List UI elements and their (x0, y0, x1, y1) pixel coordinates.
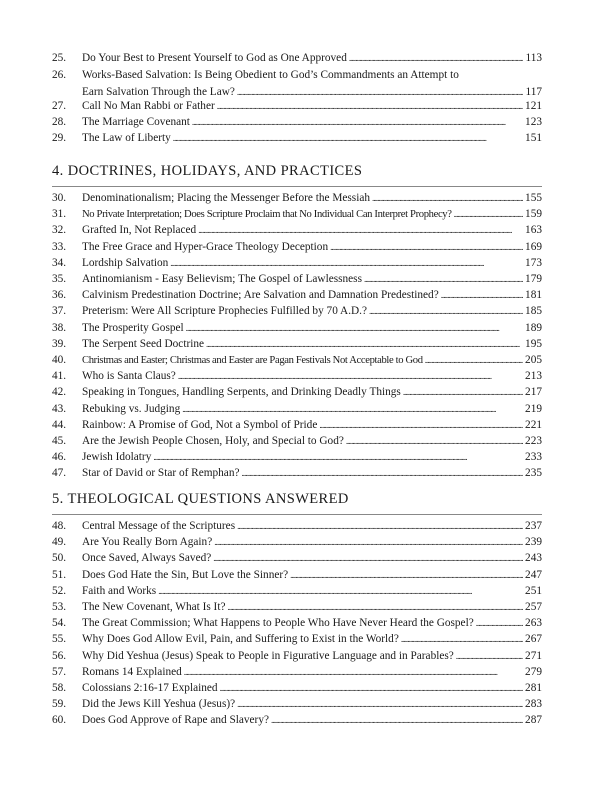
entry-title: Does God Hate the Sin, But Love the Sinner? (82, 568, 289, 581)
entry-page: 233 (525, 451, 542, 464)
entry-title: The Great Commission; What Happens to People Who Have Never Heard the Gospel? (82, 617, 474, 630)
entry-title: Lordship Salvation (82, 256, 169, 269)
entry-title: Central Message of the Scriptures (82, 520, 236, 532)
toc-entry (52, 114, 542, 130)
entry-page: 283 (525, 698, 542, 711)
entry-page: 169 (525, 240, 542, 253)
entry-title: Did the Jews Kill Yeshua (Jesus)? (82, 698, 236, 711)
entry-page: 219 (525, 402, 542, 415)
toc-entry (52, 712, 542, 728)
entry-title: The Prosperity Gospel (82, 321, 184, 334)
entry-title: Who is Santa Claus? (82, 370, 176, 383)
entry-number: 54. (52, 617, 67, 630)
entry-page: 287 (525, 714, 542, 727)
toc-entry (52, 465, 542, 481)
toc-entry (52, 401, 542, 417)
entry-title: The Free Grace and Hyper-Grace Theology Deception (82, 240, 329, 253)
toc-entry (52, 648, 542, 664)
toc-entry (52, 680, 542, 696)
entry-page: 113 (525, 52, 542, 64)
section-heading: 4. DOCTRINES, HOLIDAYS, AND PRACTICES (52, 163, 363, 179)
entry-number: 58. (52, 682, 67, 694)
toc-entry (52, 384, 542, 400)
entry-number: 53. (52, 601, 67, 613)
toc-entry (52, 206, 542, 222)
entry-page: 267 (525, 633, 542, 646)
entry-title: Does God Approve of Rape and Slavery? (82, 714, 269, 727)
toc-entry (52, 222, 542, 238)
toc-entry (52, 190, 542, 206)
entry-number: 29. (52, 132, 67, 144)
entry-number: 55. (52, 633, 67, 646)
entry-title: The Law of Liberty (82, 132, 171, 144)
entry-title: Once Saved, Always Saved? (82, 552, 212, 565)
entry-page: 281 (525, 682, 542, 694)
entry-number: 50. (52, 552, 67, 565)
entry-page: 239 (525, 536, 542, 549)
entry-number: 26. (52, 69, 67, 81)
entry-number: 38. (52, 321, 67, 334)
entry-number: 31. (52, 208, 67, 221)
entry-number: 25. (52, 52, 67, 64)
entry-number: 36. (52, 289, 67, 302)
entry-title: Why Did Yeshua (Jesus) Speak to People in Figurative Language and in Parables? (82, 649, 454, 662)
entry-page: 251 (525, 584, 542, 597)
toc-entry (52, 583, 542, 599)
entry-page: 271 (525, 649, 542, 662)
entry-title: Star of David or Star of Remphan? (82, 467, 240, 480)
entry-page: 247 (525, 568, 542, 581)
toc-entry (52, 352, 542, 368)
toc-entry (52, 67, 542, 101)
entry-number: 42. (52, 386, 67, 399)
entry-page: 151 (525, 132, 542, 144)
toc-entry (52, 550, 542, 566)
entry-page: 279 (525, 665, 542, 678)
entry-title: Grafted In, Not Replaced (82, 224, 197, 237)
entry-title: Speaking in Tongues, Handling Serpents, and Drinking Deadly Things (82, 386, 401, 399)
entry-title-line1: Works-Based Salvation: Is Being Obedient to God’s Commandments an Attempt to (82, 69, 459, 81)
entry-title: Jewish Idolatry (82, 451, 152, 464)
entry-page: 181 (525, 289, 542, 302)
entry-number: 41. (52, 370, 67, 383)
toc-entry (52, 239, 542, 255)
entry-number: 56. (52, 649, 67, 662)
entry-number: 45. (52, 435, 67, 447)
entry-number: 52. (52, 584, 67, 597)
entry-title: The Serpent Seed Doctrine (82, 337, 205, 350)
entry-title: Calvinism Predestination Doctrine; Are Salvation and Damnation Predestined? (82, 289, 439, 302)
entry-number: 59. (52, 698, 67, 711)
entry-page: 185 (525, 305, 542, 318)
entry-page: 159 (525, 208, 542, 221)
entry-page: 257 (525, 601, 542, 613)
toc-entry (52, 336, 542, 352)
entry-number: 37. (52, 305, 67, 318)
entry-page: 179 (525, 273, 542, 285)
toc-entry (52, 287, 542, 303)
entry-number: 40. (52, 354, 67, 366)
entry-page: 221 (525, 418, 542, 431)
entry-page: 189 (525, 321, 542, 334)
entry-number: 28. (52, 116, 67, 128)
toc-entry (52, 271, 542, 287)
entry-page: 121 (525, 100, 542, 112)
entry-page: 263 (525, 617, 542, 630)
toc-entry (52, 130, 542, 146)
toc-entry (52, 433, 542, 449)
toc-entry (52, 320, 542, 336)
entry-number: 60. (52, 714, 67, 727)
entry-number: 48. (52, 520, 67, 532)
toc-entry (52, 518, 542, 534)
entry-number: 27. (52, 100, 67, 112)
toc-entry (52, 50, 542, 66)
entry-number: 32. (52, 224, 67, 237)
entry-number: 51. (52, 568, 67, 581)
entry-title: Rainbow: A Promise of God, Not a Symbol of Pride (82, 418, 318, 431)
entry-number: 44. (52, 418, 67, 431)
toc-entry (52, 631, 542, 647)
entry-title: No Private Interpretation; Does Scripture Proclaim that No Individual Can Interpret Prophecy? (82, 209, 452, 221)
toc-entry (52, 534, 542, 550)
entry-number: 34. (52, 256, 67, 269)
entry-number: 35. (52, 273, 67, 285)
entry-title: Denominationalism; Placing the Messenger Before the Messiah (82, 192, 371, 204)
entry-title: Earn Salvation Through the Law? (82, 86, 235, 98)
entry-title: Why Does God Allow Evil, Pain, and Suffering to Exist in the World? (82, 633, 399, 646)
entry-page: 237 (525, 520, 542, 532)
entry-page: 235 (525, 467, 542, 480)
entry-number: 43. (52, 402, 67, 415)
toc-entry (52, 449, 542, 465)
entry-title: Are the Jewish People Chosen, Holy, and Special to God? (82, 435, 344, 447)
entry-page: 123 (525, 116, 542, 128)
entry-page: 223 (525, 435, 542, 447)
entry-title: The New Covenant, What Is It? (82, 601, 226, 613)
entry-page: 163 (525, 224, 542, 237)
entry-page: 243 (525, 552, 542, 565)
entry-title: Rebuking vs. Judging (82, 402, 181, 415)
entry-title: Call No Man Rabbi or Father (82, 100, 215, 112)
toc-entry (52, 98, 542, 114)
entry-title: Christmas and Easter; Christmas and Easter are Pagan Festivals Not Acceptable to God (82, 355, 423, 366)
toc-entry (52, 599, 542, 615)
entry-page: 217 (525, 386, 542, 399)
entry-page: 155 (525, 192, 542, 204)
toc-entry (52, 664, 542, 680)
entry-number: 47. (52, 467, 67, 480)
entry-number: 33. (52, 240, 67, 253)
section-rule (52, 514, 542, 515)
toc-entry (52, 696, 542, 712)
entry-page: 117 (525, 86, 542, 98)
entry-title: Colossians 2:16-17 Explained (82, 682, 218, 694)
entry-title: Romans 14 Explained (82, 665, 182, 678)
entry-title: Are You Really Born Again? (82, 536, 213, 549)
toc-entry (52, 368, 542, 384)
toc-entry (52, 615, 542, 631)
entry-title: Antinomianism - Easy Believism; The Gospel of Lawlessness (82, 273, 362, 285)
toc-entry (52, 567, 542, 583)
entry-page: 205 (525, 354, 542, 366)
entry-number: 39. (52, 337, 67, 350)
toc-entry (52, 255, 542, 271)
entry-number: 49. (52, 536, 67, 549)
toc-entry (52, 417, 542, 433)
entry-title: Preterism: Were All Scripture Prophecies Fulfilled by 70 A.D.? (82, 305, 368, 318)
entry-page: 195 (525, 337, 542, 350)
entry-number: 46. (52, 451, 67, 464)
toc-entry (52, 303, 542, 319)
entry-page: 173 (525, 256, 542, 269)
entry-number: 30. (52, 192, 67, 204)
entry-number: 57. (52, 665, 67, 678)
section-heading: 5. THEOLOGICAL QUESTIONS ANSWERED (52, 491, 349, 507)
entry-page: 213 (525, 370, 542, 383)
entry-title: The Marriage Covenant (82, 116, 190, 128)
section-rule (52, 186, 542, 187)
entry-title: Faith and Works (82, 584, 157, 597)
entry-title: Do Your Best to Present Yourself to God as One Approved (82, 52, 347, 64)
